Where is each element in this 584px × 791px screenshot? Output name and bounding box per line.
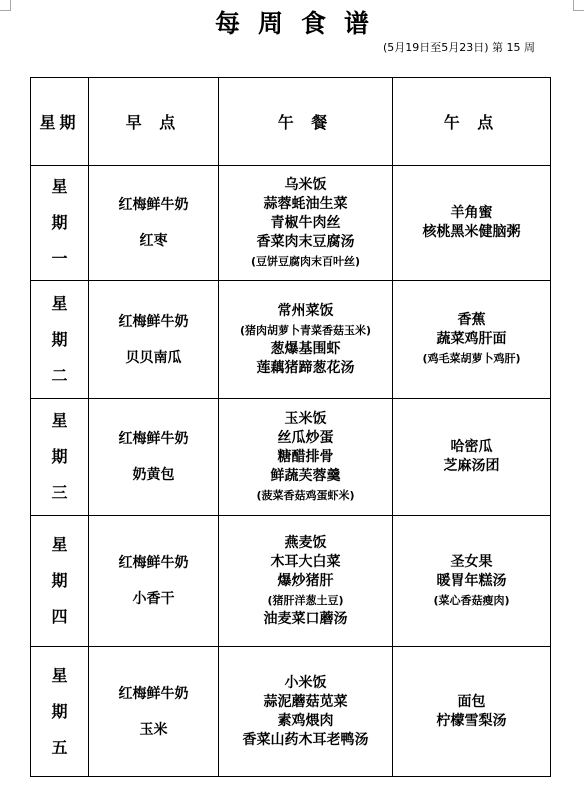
breakfast-cell — [89, 647, 219, 777]
lunch-item: 香菜肉末豆腐汤 — [256, 233, 355, 250]
breakfast-item: 贝贝南瓜 — [125, 349, 182, 366]
snack-item: 香蕉 — [457, 312, 486, 328]
lunch-item: 糖醋排骨 — [277, 448, 334, 465]
lunch-item: 鲜蔬芙蓉羹 — [270, 467, 341, 484]
lunch-item: 玉米饭 — [284, 410, 327, 427]
lunch-item: (猪肝洋葱土豆) — [267, 593, 344, 607]
menu-table — [30, 77, 551, 777]
breakfast-item: 红梅鲜牛奶 — [118, 431, 189, 447]
day-char: 一 — [51, 249, 68, 268]
day-char: 星 — [51, 665, 68, 685]
lunch-cell — [219, 281, 393, 399]
day-char: 期 — [51, 701, 68, 721]
day-char: 星 — [51, 535, 68, 554]
lunch-item: 小米饭 — [284, 674, 327, 691]
snack-item: 羊角蜜 — [450, 205, 493, 221]
table-row — [31, 516, 551, 647]
day-char: 期 — [51, 213, 68, 232]
lunch-item: 香菜山药木耳老鸭汤 — [242, 731, 369, 748]
header-snack: 午 点 — [393, 78, 551, 166]
table-row — [31, 281, 551, 399]
day-char: 三 — [51, 483, 68, 502]
day-char: 四 — [51, 607, 68, 626]
breakfast-cell — [89, 281, 219, 399]
breakfast-item: 玉米 — [139, 721, 168, 738]
breakfast-cell — [89, 399, 219, 516]
page-title: 每周食谱 — [214, 9, 387, 38]
header-day: 星期 — [31, 78, 89, 166]
breakfast-cell — [89, 166, 219, 281]
breakfast-item: 红梅鲜牛奶 — [118, 685, 189, 702]
day-cell — [31, 281, 89, 399]
lunch-item: 素鸡煨肉 — [277, 712, 334, 729]
day-cell — [31, 647, 89, 777]
snack-item: 面包 — [457, 693, 486, 710]
snack-item: 柠檬雪梨汤 — [436, 712, 507, 729]
day-char: 期 — [51, 571, 68, 590]
lunch-item: 莲藕猪蹄葱花汤 — [256, 359, 355, 376]
lunch-item: 油麦菜口蘑汤 — [263, 610, 348, 627]
breakfast-item: 红枣 — [139, 233, 168, 249]
day-char: 期 — [51, 447, 68, 466]
table-row — [31, 399, 551, 516]
header-lunch: 午 餐 — [219, 78, 393, 166]
lunch-item: 乌米饭 — [284, 176, 327, 193]
snack-cell — [393, 516, 551, 647]
header-row — [31, 78, 551, 166]
snack-item: 核桃黑米健脑粥 — [422, 224, 521, 240]
lunch-item: 燕麦饭 — [284, 534, 327, 551]
lunch-item: (菠菜香菇鸡蛋虾米) — [256, 488, 355, 502]
day-cell — [31, 516, 89, 647]
snack-item: (菜心香菇瘦肉) — [433, 593, 510, 607]
breakfast-item: 红梅鲜牛奶 — [118, 313, 189, 330]
lunch-cell — [219, 166, 393, 281]
snack-cell — [393, 399, 551, 516]
lunch-item: 常州菜饭 — [277, 302, 334, 319]
day-char: 五 — [51, 737, 68, 757]
date-range: (5月19日至5月23日) 第 15 周 — [382, 41, 535, 54]
day-char: 星 — [51, 293, 68, 313]
breakfast-item: 小香干 — [132, 591, 175, 607]
day-char: 二 — [51, 365, 68, 385]
lunch-cell — [219, 399, 393, 516]
day-char: 期 — [51, 329, 68, 349]
lunch-cell — [219, 516, 393, 647]
snack-item: 哈密瓜 — [450, 439, 493, 455]
lunch-item: 丝瓜炒蛋 — [277, 429, 334, 446]
lunch-item: 葱爆基围虾 — [270, 340, 341, 357]
lunch-item: 木耳大白菜 — [270, 553, 341, 570]
day-cell — [31, 166, 89, 281]
snack-item: 暖胃年糕汤 — [436, 572, 507, 589]
day-cell — [31, 399, 89, 516]
table-row — [31, 647, 551, 777]
breakfast-item: 奶黄包 — [132, 467, 175, 483]
lunch-item: 蒜蓉蚝油生菜 — [263, 195, 348, 212]
breakfast-item: 红梅鲜牛奶 — [118, 555, 189, 571]
lunch-item: 青椒牛肉丝 — [270, 214, 341, 231]
lunch-cell — [219, 647, 393, 777]
snack-cell — [393, 647, 551, 777]
snack-cell — [393, 166, 551, 281]
lunch-item: (猪肉胡萝卜青菜香菇玉米) — [239, 323, 372, 337]
breakfast-item: 红梅鲜牛奶 — [118, 197, 189, 213]
snack-item: 蔬菜鸡肝面 — [436, 331, 507, 347]
table-row — [31, 166, 551, 281]
snack-item: (鸡毛菜胡萝卜鸡肝) — [422, 352, 521, 365]
snack-cell — [393, 281, 551, 399]
breakfast-cell — [89, 516, 219, 647]
lunch-item: 蒜泥蘑菇苋菜 — [263, 693, 348, 710]
snack-item: 圣女果 — [450, 553, 493, 570]
lunch-item: 爆炒猪肝 — [277, 572, 334, 589]
day-char: 星 — [51, 411, 68, 430]
snack-item: 芝麻汤团 — [443, 458, 500, 474]
day-char: 星 — [51, 177, 68, 196]
header-breakfast: 早 点 — [89, 78, 219, 166]
lunch-item: (豆饼豆腐肉末百叶丝) — [250, 254, 361, 268]
